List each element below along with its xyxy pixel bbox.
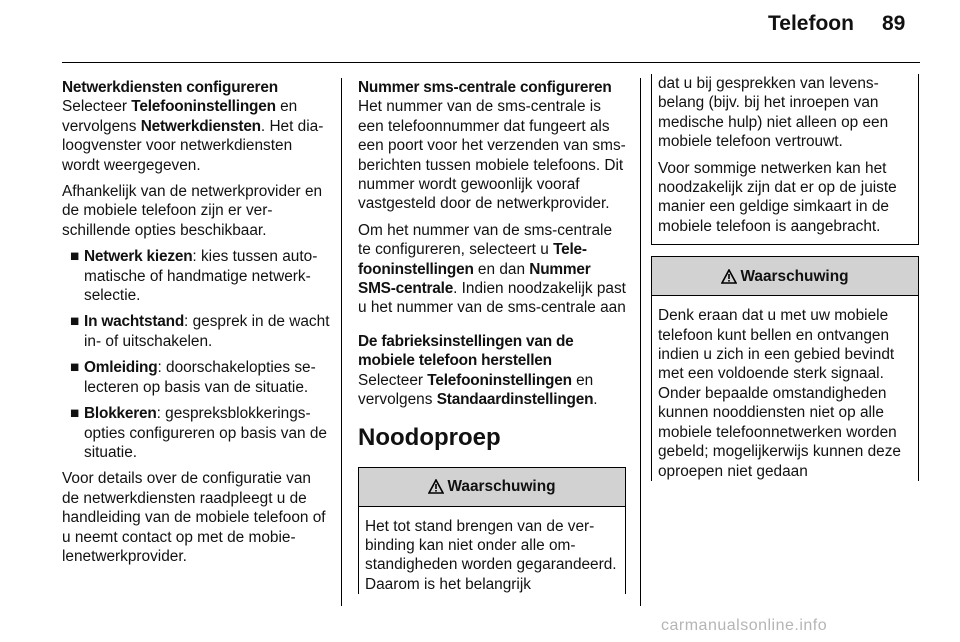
warning-box (358, 467, 626, 595)
section-heading-sms-centre: Nummer sms-centrale configureren (358, 79, 612, 96)
warning-text-continued: dat u bij gesprekken van levensbelang (bijv. bij het inroepen van medische hulp) niet alleen op een mobiele telefoon vertrouwt. (658, 75, 889, 151)
warning-triangle-icon (428, 479, 444, 494)
list-item: ■ Netwerk kiezen: kies tussen automatische of handmatige netwerkselectie. (70, 248, 318, 305)
warning-triangle-icon (721, 269, 737, 284)
bullet-icon: ■ (70, 313, 80, 331)
warning-box-continued (651, 74, 919, 245)
warning-header (359, 468, 625, 507)
watermark: carmanualsonline.info (661, 617, 828, 634)
column-divider-2 (640, 78, 641, 606)
warning-title: Waarschuwing (740, 267, 849, 285)
paragraph-sms-centre-info: Het nummer van de sms-centrale is een telefoonnummer dat fungeert als een poort voor het verzenden van sms-berichten tussen mobiele telefoons. Dit nummer wordt gewoonlijk vooraf vastgesteld door de netwerkprovider. (358, 98, 626, 213)
paragraph-options-depend: Afhankelijk van de netwerkprovider en de mobiele telefoon zijn er verschillende opties beschikbaar. (62, 183, 323, 239)
list-item: ■ In wachtstand: gesprek in de wacht in- of uitschakelen. (70, 313, 330, 350)
column-divider-1 (341, 78, 342, 606)
paragraph-contact-provider: Voor details over de configuratie van de netwerkdiensten raadpleegt u de handleiding van de mobiele telefoon of u neemt contact op met de mobielenetwerkprovider. (62, 470, 326, 565)
bullet-icon: ■ (70, 405, 80, 423)
paragraph-configure-sms-centre: Om het nummer van de sms-centrale te configureren, selecteert u Telefooninstellingen en dan Nummer SMS-centrale. Indien noodzakelijk past u het nummer van de sms-centrale aan (358, 221, 626, 317)
paragraph-select-network-services: Selecteer Telefooninstellingen en vervolgens Netwerkdiensten. Het dialoogvenster voor netwerkdiensten wordt weergegeven. (62, 98, 324, 174)
bullet-icon: ■ (70, 359, 80, 377)
warning-title: Waarschuwing (447, 477, 556, 495)
section-heading-factory-reset: De fabrieksinstellingen van de mobiele telefoon herstellen (358, 332, 574, 370)
warning-text: Het tot stand brengen van de verbinding kan niet onder alle omstandigheden worden gegarandeerd. Daarom is het belangrijk (365, 517, 617, 593)
header-rule (62, 62, 920, 63)
column-2 (358, 78, 626, 594)
page-number: 89 (882, 12, 906, 35)
warning-header (652, 257, 918, 296)
list-item: ■ Blokkeren: gespreksblokkeringsopties configureren op basis van de situatie. (70, 405, 327, 461)
page-header-title: Telefoon (768, 12, 854, 35)
column-3 (651, 74, 919, 481)
paragraph-sim-card: Voor sommige netwerken kan het noodzakelijk zijn dat er op de juiste manier een geldige simkaart in de mobiele telefoon is aangebracht. (658, 159, 897, 235)
paragraph-factory-reset: Selecteer Telefooninstellingen en vervolgens Standaardinstellingen. (358, 371, 598, 409)
section-heading-network-services: Netwerkdiensten configureren (62, 79, 278, 96)
warning-box (651, 256, 919, 481)
section-title-emergency-call: Noodoproep (358, 423, 501, 451)
bullet-icon: ■ (70, 248, 80, 266)
column-1 (62, 78, 330, 573)
list-item: ■ Omleiding: doorschakelopties selecteren op basis van de situatie. (70, 359, 316, 396)
warning-text: Denk eraan dat u met uw mobiele telefoon kunt bellen en ontvangen indien u zich in een gebied bevindt met een voldoende sterk signaal. Onder bepaalde omstandigheden kunnen nooddiensten niet op alle mobiele telefoonnetwerken worden gebeld; mogelijkerwijs kunnen deze oproepen niet gedaan (658, 307, 901, 480)
